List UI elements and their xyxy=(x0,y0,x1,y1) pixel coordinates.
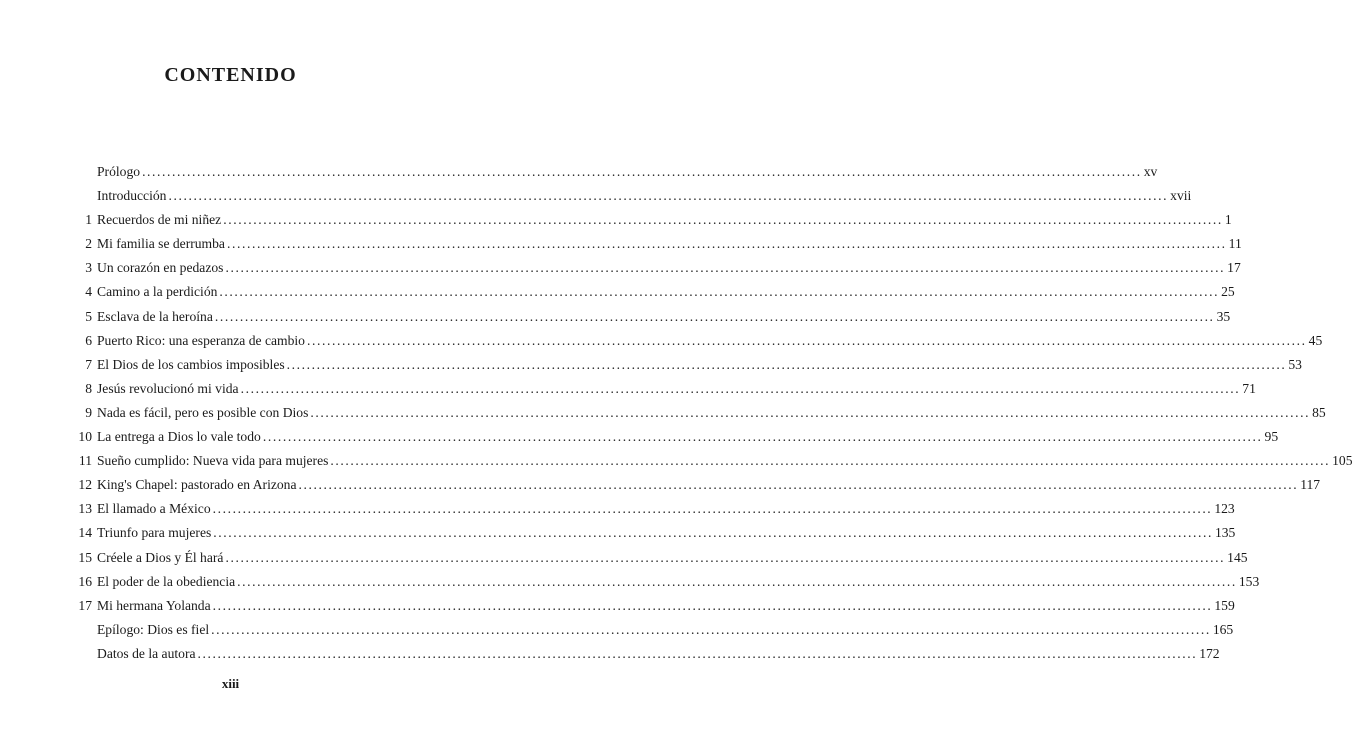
dot-leader: ........................................................................................................................................................................................................ xyxy=(168,188,1169,204)
chapter-number: 6 xyxy=(85,332,92,348)
toc-entry-line xyxy=(97,497,1235,521)
dot-leader: ........................................................................................................................................................................................................ xyxy=(212,597,1213,613)
chapter-title: El Dios de los cambios imposibles xyxy=(97,356,285,372)
toc-entry xyxy=(80,377,1256,401)
dot-leader: ........................................................................................................................................................................................................ xyxy=(142,164,1142,179)
chapter-title: El llamado a México xyxy=(97,501,211,517)
chapter-title: Triunfo para mujeres xyxy=(97,525,212,541)
chapter-title: La entrega a Dios lo vale todo xyxy=(97,429,261,445)
dot-leader: ........................................................................................................................................................................................................ xyxy=(214,308,1215,324)
toc-entry xyxy=(80,642,1220,666)
chapter-number: 3 xyxy=(85,260,92,276)
chapter-page-number: 71 xyxy=(1242,380,1256,396)
toc-entry-line xyxy=(97,570,1260,594)
chapter-number: 14 xyxy=(78,525,92,541)
chapter-number: 9 xyxy=(85,404,92,420)
chapter-page-number: 165 xyxy=(1212,621,1234,637)
chapter-page-number: 85 xyxy=(1312,404,1326,420)
toc-entry xyxy=(80,160,1158,184)
chapter-page-number: 145 xyxy=(1227,549,1248,565)
chapter-page-number: 35 xyxy=(1216,308,1231,324)
toc-entry xyxy=(78,425,1279,449)
toc-entry-line xyxy=(97,305,1231,329)
chapter-page-number: 135 xyxy=(1214,525,1236,541)
chapter-title: Esclava de la heroína xyxy=(97,308,213,324)
chapter-page-number: 17 xyxy=(1227,260,1241,276)
chapter-title: Camino a la perdición xyxy=(97,284,218,300)
toc-entry-line xyxy=(97,208,1232,232)
toc-entry-line xyxy=(97,280,1235,304)
chapter-number: 17 xyxy=(78,597,92,613)
dot-leader: ........................................................................................................................................................................................................ xyxy=(330,453,1331,469)
chapter-number: 15 xyxy=(78,549,92,565)
toc-entry-line xyxy=(97,425,1279,449)
chapter-title: Mi familia se derrumba xyxy=(97,236,225,252)
page-number-folio: xiii xyxy=(221,676,240,691)
toc-entry xyxy=(80,353,1302,377)
chapter-number: 10 xyxy=(78,429,92,445)
dot-leader: ........................................................................................................................................................................................................ xyxy=(225,260,1226,276)
chapter-title: Jesús revolucionó mi vida xyxy=(97,380,239,396)
chapter-page-number: 123 xyxy=(1214,501,1235,517)
toc-entry-line xyxy=(97,618,1234,642)
toc-entry xyxy=(78,594,1235,618)
toc-entry xyxy=(78,570,1260,594)
chapter-title: Recuerdos de mi niñez xyxy=(97,212,222,228)
table-of-contents xyxy=(78,160,1352,666)
dot-leader: ........................................................................................................................................................................................................ xyxy=(286,356,1287,372)
chapter-number: 4 xyxy=(85,284,92,300)
page-title: CONTENIDO xyxy=(164,64,297,86)
chapter-title: Prólogo xyxy=(97,164,141,179)
toc-entry-line xyxy=(97,473,1321,497)
dot-leader: ........................................................................................................................................................................................................ xyxy=(262,429,1263,445)
toc-entry-line xyxy=(97,521,1236,545)
chapter-page-number: 117 xyxy=(1300,477,1321,493)
toc-entry xyxy=(78,473,1321,497)
chapter-number: 12 xyxy=(78,477,92,493)
toc-entry-line xyxy=(97,546,1248,570)
toc-entry-line xyxy=(97,329,1323,353)
chapter-number: 13 xyxy=(78,501,92,517)
dot-leader: ........................................................................................................................................................................................................ xyxy=(225,549,1226,565)
toc-entry-line xyxy=(97,449,1352,473)
chapter-title: Epílogo: Dios es fiel xyxy=(97,621,210,637)
toc-entry xyxy=(80,305,1231,329)
toc-entry-line xyxy=(97,256,1241,280)
chapter-title: Datos de la autora xyxy=(97,645,196,661)
toc-entry xyxy=(78,497,1235,521)
dot-leader: ........................................................................................................................................................................................................ xyxy=(212,501,1213,517)
toc-entry xyxy=(80,208,1232,232)
chapter-title: Puerto Rico: una esperanza de cambio xyxy=(97,332,305,348)
chapter-page-number: 25 xyxy=(1221,284,1235,300)
chapter-title: Sueño cumplido: Nueva vida para mujeres xyxy=(97,453,329,469)
chapter-page-number: 105 xyxy=(1332,453,1352,469)
toc-entry xyxy=(80,280,1235,304)
chapter-number: 11 xyxy=(78,453,92,469)
dot-leader: ........................................................................................................................................................................................................ xyxy=(240,380,1241,396)
chapter-page-number: xvii xyxy=(1170,188,1192,204)
chapter-number: 5 xyxy=(85,308,92,324)
chapter-number: 16 xyxy=(78,573,92,589)
toc-entry xyxy=(78,449,1352,473)
toc-entry xyxy=(80,184,1192,208)
dot-leader: ........................................................................................................................................................................................................ xyxy=(213,525,1213,541)
chapter-title: El poder de la obediencia xyxy=(97,573,236,589)
chapter-title: King's Chapel: pastorado en Arizona xyxy=(97,477,297,493)
chapter-number: 2 xyxy=(85,236,92,252)
chapter-number: 8 xyxy=(85,380,92,396)
toc-entry xyxy=(80,329,1323,353)
chapter-number: 7 xyxy=(85,356,92,372)
toc-entry xyxy=(80,256,1241,280)
dot-leader: ........................................................................................................................................................................................................ xyxy=(223,212,1223,228)
dot-leader: ........................................................................................................................................................................................................ xyxy=(306,332,1307,348)
dot-leader: ........................................................................................................................................................................................................ xyxy=(197,645,1198,661)
dot-leader: ........................................................................................................................................................................................................ xyxy=(226,236,1227,252)
toc-entry-line xyxy=(97,160,1158,184)
toc-entry-line xyxy=(97,401,1326,425)
toc-entry xyxy=(80,232,1242,256)
chapter-page-number: 95 xyxy=(1264,429,1279,445)
dot-leader: ........................................................................................................................................................................................................ xyxy=(310,404,1311,420)
dot-leader: ........................................................................................................................................................................................................ xyxy=(237,573,1237,589)
toc-entry xyxy=(80,618,1234,642)
toc-entry-line xyxy=(97,642,1220,666)
dot-leader: ........................................................................................................................................................................................................ xyxy=(211,621,1211,637)
toc-entry xyxy=(78,546,1248,570)
chapter-title: Créele a Dios y Él hará xyxy=(97,549,224,565)
chapter-number: 1 xyxy=(85,212,92,228)
chapter-title: Introducción xyxy=(97,188,167,204)
chapter-page-number: 11 xyxy=(1228,236,1242,252)
dot-leader: ........................................................................................................................................................................................................ xyxy=(298,477,1299,493)
toc-entry-line xyxy=(97,184,1192,208)
toc-entry xyxy=(78,521,1236,545)
chapter-page-number: 172 xyxy=(1199,645,1220,661)
chapter-title: Un corazón en pedazos xyxy=(97,260,224,276)
dot-leader: ........................................................................................................................................................................................................ xyxy=(219,284,1220,300)
toc-entry-line xyxy=(97,377,1256,401)
chapter-page-number: 1 xyxy=(1224,212,1232,228)
chapter-page-number: xv xyxy=(1143,164,1158,179)
chapter-page-number: 159 xyxy=(1214,597,1235,613)
chapter-page-number: 45 xyxy=(1308,332,1323,348)
chapter-page-number: 153 xyxy=(1238,573,1260,589)
chapter-title: Nada es fácil, pero es posible con Dios xyxy=(97,404,309,420)
toc-entry-line xyxy=(97,353,1302,377)
chapter-page-number: 53 xyxy=(1288,356,1302,372)
chapter-title: Mi hermana Yolanda xyxy=(97,597,211,613)
toc-entry-line xyxy=(97,232,1242,256)
toc-entry-line xyxy=(97,594,1235,618)
toc-entry xyxy=(80,401,1326,425)
